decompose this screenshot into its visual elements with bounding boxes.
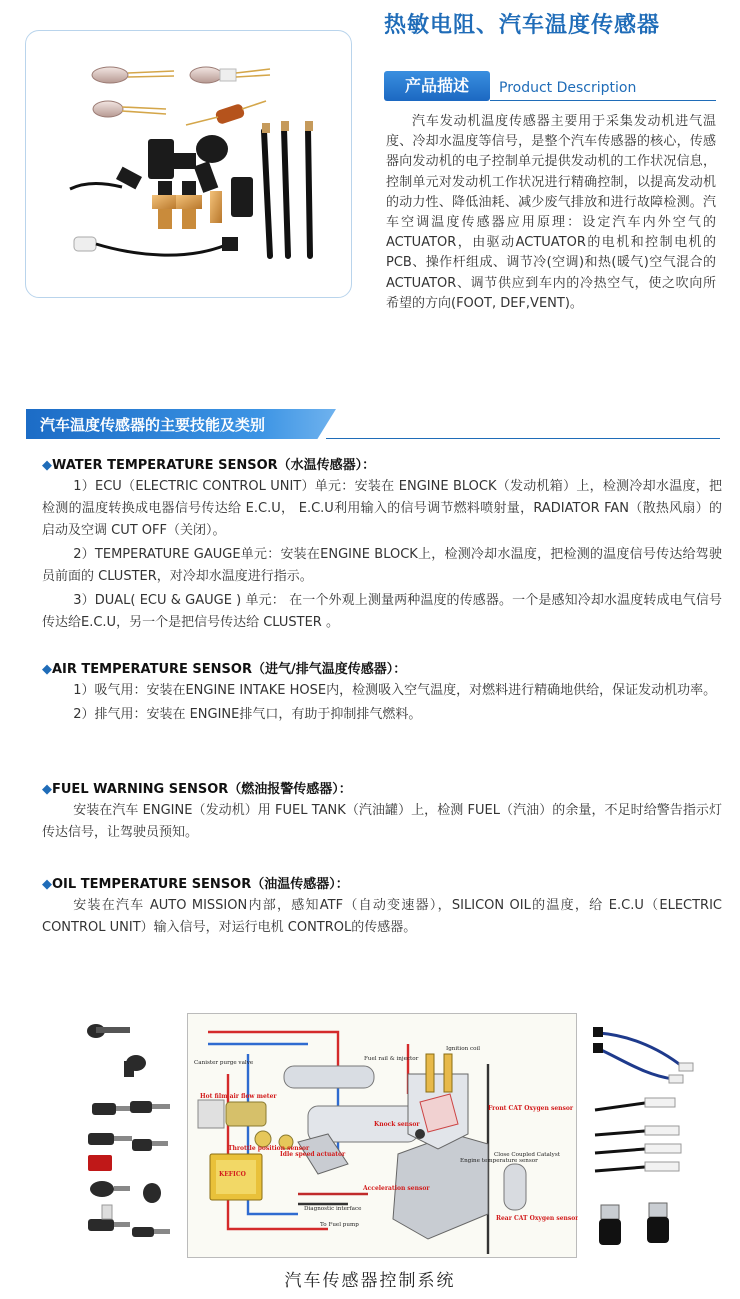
- air-temperature-sensor-block: [42, 660, 722, 726]
- sensor-photos-left-illustration: [78, 1015, 183, 1255]
- front-cat-label: Front CAT Oxygen sensor: [488, 1105, 574, 1112]
- section-divider: [326, 438, 720, 439]
- sensor-wire: [70, 184, 122, 190]
- acceleration-label: Acceleration sensor: [363, 1185, 430, 1192]
- sensor-heading: ◆AIR TEMPERATURE SENSOR（进气/排气温度传感器）：: [42, 662, 407, 677]
- oil-temperature-sensor-block: [42, 875, 722, 939]
- product-photo: [25, 30, 352, 298]
- sensor-paragraph: 安装在汽车 AUTO MISSION内部，感知ATF（自动变速器），SILICON OIL的温度，给 E.C.U（ELECTRIC CONTROL UNIT）输入信号，对运行电机 CONTROL的传感器。: [42, 898, 722, 935]
- sensor-photos-right: [585, 1015, 705, 1255]
- glass-thermistor-2: [190, 67, 270, 83]
- sensor-paragraph: 安装在汽车 ENGINE（发动机）用 FUEL TANK（汽油罐）上，检测 FUEL（汽油）的余量，不足时给警告指示灯传达信号，让驾驶员预知。: [42, 803, 722, 840]
- engine-diagram-illustration: [188, 1014, 578, 1259]
- water-temperature-sensor-block: [42, 456, 722, 634]
- knock-label: Knock sensor: [374, 1121, 420, 1128]
- glass-thermistor-3: [93, 101, 166, 117]
- product-description-header: [384, 71, 716, 101]
- ignition-label: Ignition coil: [446, 1046, 481, 1052]
- fuel-pump-label: To Fuel pump: [320, 1222, 359, 1228]
- fuel-rail-label: Fuel rail & injector: [364, 1056, 419, 1062]
- diamond-icon: ◆: [42, 662, 52, 677]
- sensor-photos-left: [78, 1015, 183, 1255]
- diagnostic-label: Diagnostic interface: [304, 1206, 362, 1212]
- sensor-paragraph: 1）吸气用：安装在ENGINE INTAKE HOSE内，检测吸入空气温度，对燃料进行精确地供给，保证发动机功率。: [73, 683, 717, 698]
- section-banner: [26, 409, 720, 439]
- catalyst-label: Close Coupled Catalyst: [494, 1152, 560, 1158]
- page-title: 热敏电阻、汽车温度传感器: [384, 13, 661, 38]
- header-divider: [490, 100, 716, 101]
- product-description-tag-en: Product Description: [499, 80, 637, 96]
- product-description-tag: 产品描述: [384, 71, 490, 101]
- throttle-label: Throttle position sensor: [228, 1145, 310, 1152]
- glass-thermistor-1: [92, 67, 174, 83]
- fuel-warning-sensor-block: [42, 780, 722, 844]
- rear-cat-label: Rear CAT Oxygen sensor: [496, 1215, 578, 1222]
- engine-control-diagram: [187, 1013, 577, 1258]
- canister-label: Canister purge valve: [194, 1060, 254, 1066]
- idle-label: Idle speed actuator: [280, 1151, 346, 1158]
- coolant-label: Engine temperature sensor: [460, 1158, 538, 1164]
- sensor-paragraph: 1）ECU（ELECTRIC CONTROL UNIT）单元：安装在 ENGINE BLOCK（发动机箱）上，检测冷却水温度，把检测的温度转换成电器信号传达给 E.C.U， E.C.U利用输入的信号调节燃料喷射量，RADIATOR FAN（散热风扇）的启动及空调 CUT OFF（关闭）。: [42, 479, 722, 538]
- sensor-heading: ◆OIL TEMPERATURE SENSOR（油温传感器）：: [42, 877, 349, 892]
- sensor-products-illustration: [26, 31, 352, 298]
- sensor-heading: ◆WATER TEMPERATURE SENSOR（水温传感器）：: [42, 458, 376, 473]
- sensor-photos-right-illustration: [585, 1015, 705, 1255]
- section-title: 汽车温度传感器的主要技能及类别: [40, 416, 266, 434]
- diamond-icon: ◆: [42, 877, 52, 892]
- sensor-heading: ◆FUEL WARNING SENSOR（燃油报警传感器）：: [42, 782, 352, 797]
- white-tip-sensor: [74, 237, 238, 255]
- copper-thermistor: [186, 101, 266, 125]
- sensor-paragraph: 2）排气用：安装在 ENGINE排气口，有助于抑制排气燃料。: [73, 707, 422, 722]
- hot-film-label: Hot film air flow meter: [200, 1093, 277, 1100]
- sensor-paragraph: 2）TEMPERATURE GAUGE单元：安装在ENGINE BLOCK上，检测冷却水温度，把检测的温度信号传达给驾驶员前面的 CLUSTER，对冷却水温度进行指示。: [42, 547, 722, 584]
- diagram-caption: 汽车传感器控制系统: [284, 1271, 456, 1291]
- cable-sensors: [264, 129, 310, 256]
- diamond-icon: ◆: [42, 458, 52, 473]
- diamond-icon: ◆: [42, 782, 52, 797]
- sensor-paragraph: 3）DUAL( ECU & GAUGE ) 单元： 在一个外观上测量两种温度的传感器。一个是感知冷却水温度转成电气信号传达给E.C.U，另一个是把信号传达给 CLUSTER 。: [42, 593, 722, 630]
- ecu-label: KEFICO: [219, 1171, 246, 1178]
- product-description-body: 汽车发动机温度传感器主要用于采集发动机进气温度、冷却水温度等信号，是整个汽车传感器的核心，传感器向发动机的电子控制单元提供发动机的工作状况信息，控制单元对发动机工作状况进行精确控制，以提高发动机的动力性、降低油耗、减少废气排放和进行故障检测。汽车空调温度传感器应用原理：设定汽车内外空气的ACTUATOR，由驱动ACTUATOR的电机和控制电机的 PCB、操作杆组成、调节冷(空调)和热(暖气)空气混合的ACTUATOR、调节供应到车内的冷热空气，使之吹向所希望的方向(FOOT, DEF,VENT)。: [386, 114, 716, 311]
